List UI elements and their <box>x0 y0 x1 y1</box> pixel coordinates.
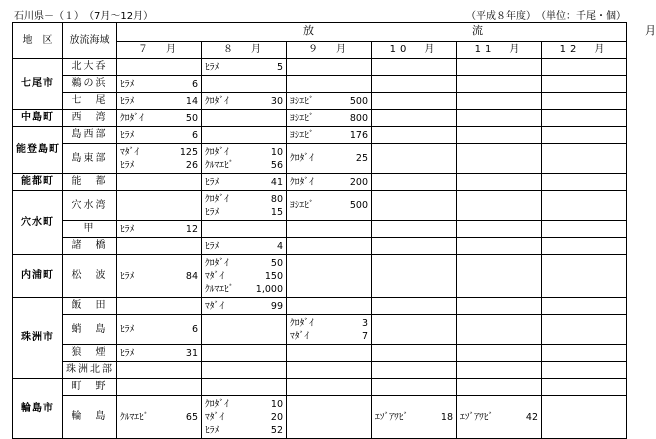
release-entry <box>205 146 283 159</box>
month-cell <box>542 59 627 76</box>
month-cell <box>117 144 202 174</box>
month-cell <box>287 255 372 298</box>
month-cell <box>372 127 457 144</box>
release-entry <box>290 176 368 189</box>
species-name: ﾏﾀﾞｲ <box>205 270 225 282</box>
sea-cell: 飯 田 <box>63 298 117 315</box>
month-cell <box>372 362 457 379</box>
release-quantity: 84 <box>185 270 198 282</box>
release-entry <box>290 95 368 108</box>
month-cell <box>117 396 202 439</box>
month-cell <box>372 379 457 396</box>
area-cell: 七尾市 <box>13 59 63 110</box>
month-cell <box>372 174 457 191</box>
release-quantity: 26 <box>185 159 198 171</box>
species-name: ﾋﾗﾒ <box>120 78 135 90</box>
month-cell <box>372 191 457 221</box>
group-char-1: 放 <box>303 24 314 37</box>
table-row <box>13 315 627 345</box>
release-entry <box>205 300 283 313</box>
species-name: ｸﾛﾀﾞｲ <box>205 193 229 205</box>
table-row <box>13 59 627 76</box>
group-char-3: 月 <box>645 24 656 37</box>
month-cell <box>287 59 372 76</box>
month-cell <box>457 127 542 144</box>
sea-cell: 西 湾 <box>63 110 117 127</box>
release-entry <box>120 347 198 360</box>
month-cell <box>457 191 542 221</box>
species-name: ｸﾙﾏｴﾋﾞ <box>205 283 234 295</box>
species-name: ｸﾛﾀﾞｲ <box>205 146 229 158</box>
release-quantity: 14 <box>185 95 198 107</box>
release-entry <box>290 152 368 165</box>
species-name: ﾖｼｴﾋﾞ <box>290 200 314 211</box>
release-entry <box>120 95 198 108</box>
area-cell: 内浦町 <box>13 255 63 298</box>
sea-cell: 珠洲北部 <box>63 362 117 379</box>
sea-cell: 七 尾 <box>63 93 117 110</box>
species-name: ﾋﾗﾒ <box>205 61 220 73</box>
table-row <box>13 396 627 439</box>
release-quantity: 41 <box>270 176 283 188</box>
month-cell <box>117 315 202 345</box>
release-entry <box>205 176 283 189</box>
sea-cell: 蛸 島 <box>63 315 117 345</box>
release-quantity: 15 <box>270 206 283 218</box>
month-cell <box>457 93 542 110</box>
release-quantity: 800 <box>349 112 368 124</box>
release-quantity: 50 <box>185 112 198 124</box>
species-name: ﾋﾗﾒ <box>120 95 135 107</box>
header-left: 石川県－（１） （7月～12月） <box>14 11 154 22</box>
release-quantity: 50 <box>270 257 283 269</box>
area-cell: 能登島町 <box>13 127 63 174</box>
release-quantity: 52 <box>270 424 283 436</box>
table-body <box>13 59 627 439</box>
month-cell <box>457 110 542 127</box>
month-cell <box>117 59 202 76</box>
release-entry <box>290 129 368 142</box>
release-entry <box>460 411 538 424</box>
release-quantity: 7 <box>361 330 368 342</box>
release-quantity: 99 <box>270 300 283 312</box>
release-quantity: 176 <box>349 129 368 141</box>
species-name: ﾖｼｴﾋﾞ <box>290 95 314 107</box>
month-cell <box>117 221 202 238</box>
table-row <box>13 298 627 315</box>
area-cell: 能都町 <box>13 174 63 191</box>
month-cell <box>457 255 542 298</box>
species-name: ﾋﾗﾒ <box>120 270 135 282</box>
month-cell <box>202 298 287 315</box>
release-quantity: 500 <box>349 95 368 107</box>
species-name: ｸﾛﾀﾞｲ <box>290 153 314 164</box>
sea-cell: 島西部 <box>63 127 117 144</box>
release-quantity: 200 <box>349 176 368 188</box>
month-cell <box>202 238 287 255</box>
sea-cell: 諸 橋 <box>63 238 117 255</box>
release-entry <box>120 112 198 125</box>
month-cell <box>372 144 457 174</box>
species-name: ﾏﾀﾞｲ <box>205 300 225 312</box>
release-entry <box>120 78 198 91</box>
release-entry <box>205 270 283 283</box>
species-name: ﾏﾀﾞｲ <box>120 146 140 158</box>
sea-cell: 甲 <box>63 221 117 238</box>
release-entry <box>120 223 198 236</box>
month-cell <box>117 110 202 127</box>
table-row <box>13 76 627 93</box>
month-cell <box>457 221 542 238</box>
species-name: ﾋﾗﾒ <box>120 223 135 235</box>
table-row <box>13 110 627 127</box>
month-cell <box>457 315 542 345</box>
release-entry <box>290 199 368 212</box>
release-quantity: 10 <box>270 146 283 158</box>
month-cell <box>287 127 372 144</box>
month-cell <box>202 362 287 379</box>
month-cell <box>117 191 202 221</box>
release-entry <box>205 193 283 206</box>
month-cell <box>542 345 627 362</box>
month-header-9: ９ 月 <box>287 42 372 59</box>
month-cell <box>287 396 372 439</box>
month-cell <box>287 345 372 362</box>
month-cell <box>542 255 627 298</box>
sea-cell: 能 都 <box>63 174 117 191</box>
release-entry <box>205 95 283 108</box>
month-cell <box>457 76 542 93</box>
release-quantity: 30 <box>270 95 283 107</box>
month-cell <box>202 59 287 76</box>
release-entry <box>205 206 283 219</box>
month-cell <box>202 93 287 110</box>
month-cell <box>372 59 457 76</box>
month-cell <box>202 345 287 362</box>
month-cell <box>542 76 627 93</box>
release-entry <box>120 323 198 336</box>
release-entry <box>120 270 198 283</box>
month-cell <box>202 255 287 298</box>
month-cell <box>372 396 457 439</box>
release-entry <box>290 112 368 125</box>
release-entry <box>120 159 198 172</box>
month-cell <box>542 298 627 315</box>
release-quantity: 20 <box>270 411 283 423</box>
month-cell <box>117 93 202 110</box>
sea-cell: 輪 島 <box>63 396 117 439</box>
month-cell <box>287 174 372 191</box>
month-cell <box>372 255 457 298</box>
month-cell <box>287 379 372 396</box>
species-name: ﾋﾗﾒ <box>120 347 135 359</box>
species-name: ﾋﾗﾒ <box>205 240 220 252</box>
area-header: 地 区 <box>13 23 63 59</box>
species-name: ｸﾛﾀﾞｲ <box>205 95 229 107</box>
month-cell <box>202 174 287 191</box>
month-cell <box>202 191 287 221</box>
month-cell <box>542 315 627 345</box>
month-header-7: ７ 月 <box>117 42 202 59</box>
month-cell <box>117 238 202 255</box>
sea-cell: 狼 煙 <box>63 345 117 362</box>
species-name: ﾖｼｴﾋﾞ <box>290 112 314 124</box>
month-cell <box>202 144 287 174</box>
month-cell <box>117 379 202 396</box>
release-quantity: 5 <box>276 61 283 73</box>
release-quantity: 10 <box>270 398 283 410</box>
month-cell <box>117 362 202 379</box>
month-cell <box>202 110 287 127</box>
month-header-11: 11 月 <box>457 42 542 59</box>
release-entry <box>205 398 283 411</box>
release-entry <box>205 159 283 172</box>
month-cell <box>457 144 542 174</box>
species-name: ｸﾛﾀﾞｲ <box>205 398 229 410</box>
table-row <box>13 191 627 221</box>
release-quantity: 3 <box>361 317 368 329</box>
release-entry <box>290 330 368 343</box>
month-cell <box>372 221 457 238</box>
species-name: ｸﾙﾏｴﾋﾞ <box>120 411 149 423</box>
release-quantity: 6 <box>191 324 198 335</box>
month-cell <box>287 362 372 379</box>
release-entry <box>375 411 453 424</box>
species-name: ﾏﾀﾞｲ <box>290 330 310 342</box>
release-quantity: 500 <box>349 200 368 211</box>
release-quantity: 150 <box>264 270 283 282</box>
species-name: ﾏﾀﾞｲ <box>205 411 225 423</box>
month-cell <box>457 174 542 191</box>
month-cell <box>372 110 457 127</box>
table-row <box>13 144 627 174</box>
sea-cell: 穴水湾 <box>63 191 117 221</box>
release-quantity: 18 <box>440 411 453 423</box>
release-quantity: 25 <box>355 153 368 164</box>
month-cell <box>287 110 372 127</box>
month-cell <box>372 76 457 93</box>
table-row <box>13 379 627 396</box>
month-cell <box>202 127 287 144</box>
month-cell <box>457 298 542 315</box>
release-entry <box>205 424 283 437</box>
month-cell <box>542 221 627 238</box>
month-cell <box>542 379 627 396</box>
release-quantity: 42 <box>525 411 538 423</box>
sea-cell: 鵜の浜 <box>63 76 117 93</box>
month-header-8: ８ 月 <box>202 42 287 59</box>
month-cell <box>542 238 627 255</box>
table-row <box>13 255 627 298</box>
sea-header: 放流海域 <box>63 23 117 59</box>
month-cell <box>542 396 627 439</box>
month-cell <box>202 76 287 93</box>
month-cell <box>457 59 542 76</box>
month-cell <box>117 127 202 144</box>
species-name: ﾋﾗﾒ <box>205 176 220 188</box>
release-table <box>12 22 656 439</box>
month-cell <box>287 238 372 255</box>
month-cell <box>457 238 542 255</box>
month-cell <box>542 362 627 379</box>
month-cell <box>372 238 457 255</box>
area-cell: 輪島市 <box>13 379 63 439</box>
month-cell <box>202 396 287 439</box>
month-cell <box>287 76 372 93</box>
month-header-10: 10 月 <box>372 42 457 59</box>
sea-cell: 島東部 <box>63 144 117 174</box>
month-cell <box>457 362 542 379</box>
month-cell <box>287 298 372 315</box>
sea-cell: 町 野 <box>63 379 117 396</box>
month-cell <box>457 396 542 439</box>
month-cell <box>287 144 372 174</box>
release-quantity: 6 <box>191 129 198 141</box>
table-row <box>13 238 627 255</box>
release-month-header <box>117 23 656 42</box>
month-cell <box>287 93 372 110</box>
month-cell <box>117 298 202 315</box>
release-quantity: 80 <box>270 193 283 205</box>
area-cell: 珠洲市 <box>13 298 63 379</box>
header-right: （平成８年度） （単位：千尾・個） <box>466 11 626 22</box>
species-name: ｸﾛﾀﾞｲ <box>290 176 314 188</box>
species-name: ﾋﾗﾒ <box>205 424 220 436</box>
area-cell: 穴水町 <box>13 191 63 255</box>
table-row <box>13 362 627 379</box>
species-name: ｴｿﾞｱﾜﾋﾞ <box>460 411 494 423</box>
release-quantity: 31 <box>185 347 198 359</box>
species-name: ｸﾛﾀﾞｲ <box>205 257 229 269</box>
species-name: ｸﾙﾏｴﾋﾞ <box>205 159 234 171</box>
month-cell <box>372 345 457 362</box>
release-quantity: 1,000 <box>255 283 283 295</box>
release-quantity: 4 <box>276 240 283 252</box>
species-name: ﾋﾗﾒ <box>120 324 135 335</box>
release-entry <box>120 146 198 159</box>
month-cell <box>117 255 202 298</box>
month-cell <box>542 127 627 144</box>
species-name: ｸﾛﾀﾞｲ <box>120 112 144 124</box>
area-cell: 中島町 <box>13 110 63 127</box>
species-name: ﾖｼｴﾋﾞ <box>290 129 314 141</box>
table-row <box>13 221 627 238</box>
release-quantity: 65 <box>185 411 198 423</box>
month-cell <box>457 379 542 396</box>
month-cell <box>542 191 627 221</box>
month-cell <box>372 93 457 110</box>
month-cell <box>202 379 287 396</box>
species-name: ﾋﾗﾒ <box>120 129 135 141</box>
release-entry <box>120 129 198 142</box>
sea-cell: 松 波 <box>63 255 117 298</box>
release-quantity: 125 <box>179 146 198 158</box>
release-entry <box>205 283 283 296</box>
sea-cell: 北大呑 <box>63 59 117 76</box>
group-char-2: 流 <box>472 24 483 37</box>
month-cell <box>202 315 287 345</box>
month-cell <box>287 191 372 221</box>
table-row <box>13 127 627 144</box>
month-cell <box>117 345 202 362</box>
table-row <box>13 345 627 362</box>
month-cell <box>372 298 457 315</box>
month-cell <box>542 93 627 110</box>
month-cell <box>542 144 627 174</box>
release-quantity: 12 <box>185 223 198 235</box>
month-cell <box>287 315 372 345</box>
month-cell <box>287 221 372 238</box>
release-entry <box>205 411 283 424</box>
table-row <box>13 174 627 191</box>
species-name: ｴｿﾞｱﾜﾋﾞ <box>375 411 409 423</box>
month-cell <box>542 174 627 191</box>
release-entry <box>205 61 283 74</box>
table-row <box>13 93 627 110</box>
species-name: ﾋﾗﾒ <box>120 159 135 171</box>
species-name: ﾋﾗﾒ <box>205 206 220 218</box>
month-cell <box>202 221 287 238</box>
month-cell <box>457 345 542 362</box>
release-entry <box>205 257 283 270</box>
release-entry <box>290 317 368 330</box>
release-entry <box>205 240 283 253</box>
month-cell <box>117 76 202 93</box>
release-entry <box>120 411 198 424</box>
month-cell <box>372 315 457 345</box>
month-cell <box>117 174 202 191</box>
species-name: ｸﾛﾀﾞｲ <box>290 317 314 329</box>
month-header-12: 12 月 <box>542 42 627 59</box>
month-cell <box>542 110 627 127</box>
release-quantity: 56 <box>270 159 283 171</box>
release-quantity: 6 <box>191 78 198 90</box>
